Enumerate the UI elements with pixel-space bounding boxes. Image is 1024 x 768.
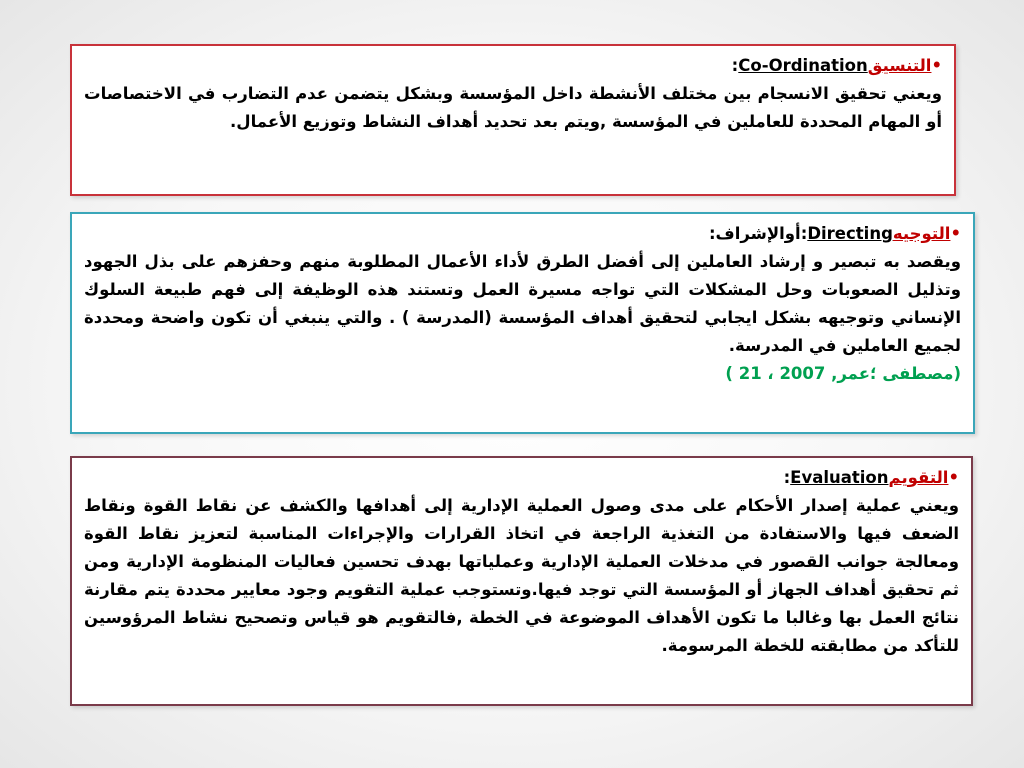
coordination-bullet: • bbox=[931, 56, 942, 75]
evaluation-heading bbox=[84, 464, 959, 492]
coordination-box bbox=[70, 44, 956, 196]
evaluation-title-ar: التقويم bbox=[888, 468, 949, 487]
directing-title-ar: التوجيه bbox=[892, 224, 951, 243]
directing-title-suffix: :أوالإشراف: bbox=[708, 224, 808, 243]
evaluation-title-suffix: : bbox=[783, 468, 791, 487]
coordination-body: ويعني تحقيق الانسجام بين مختلف الأنشطة داخل المؤسسة وبشكل يتضمن عدم التضارب في الاختصاصات أو المهام المحددة للعاملين في المؤسسة ,ويتم بعد تحديد أهداف النشاط وتوزيع الأعمال. bbox=[84, 84, 942, 131]
evaluation-box bbox=[70, 456, 973, 706]
coordination-title-suffix: : bbox=[731, 56, 739, 75]
coordination-title-en: Co-Ordination bbox=[738, 56, 868, 75]
directing-bullet: • bbox=[950, 224, 961, 243]
evaluation-body: ويعني عملية إصدار الأحكام على مدى وصول العملية الإدارية إلى أهدافها والكشف عن نقاط القوة ونقاط الضعف فيها والاستفادة من التغذية الراجعة في اتخاذ القرارات والإجراءات المناسبة لتعزيز نقاط القوة ومعالجة جوانب القصور في مدخلات العملية الإدارية وعملياتها بهدف تحسين فعاليات المنظومة الإدارية ومن ثم تحقيق أهداف الجهاز أو المؤسسة التي توجد فيها.وتستوجب عملية التقويم وجود معايير محددة يتم مقارنة نتائج العمل بها وغالبا ما تكون الأهداف الموضوعة في الخطة ,فالتقويم هو قياس وتصحيح نشاط المرؤوسين للتأكد من مطابقته للخطة المرسومة. bbox=[84, 496, 959, 655]
coordination-heading bbox=[84, 52, 942, 80]
directing-box bbox=[70, 212, 975, 434]
evaluation-bullet: • bbox=[948, 468, 959, 487]
directing-body: ويقصد به تبصير و إرشاد العاملين إلى أفضل الطرق لأداء الأعمال المطلوبة منهم وحفزهم على بذل الجهود وتذليل الصعوبات وحل المشكلات التي تواجه مسيرة العمل وتستند هذه الوظيفة إلى فهم طبيعة السلوك الإنساني وتوجيهه بشكل ايجابي لتحقيق أهداف المؤسسة (المدرسة ) . والتي ينبغي أن تكون واضحة ومحددة لجميع العاملين في المدرسة. bbox=[84, 252, 961, 355]
directing-heading bbox=[84, 220, 961, 248]
directing-citation: (مصطفى ؛عمر, 2007 ، 21 ) bbox=[725, 364, 961, 383]
evaluation-title-en: Evaluation bbox=[790, 468, 889, 487]
coordination-title-ar: التنسيق bbox=[867, 56, 932, 75]
directing-title-en: Directing bbox=[807, 224, 893, 243]
